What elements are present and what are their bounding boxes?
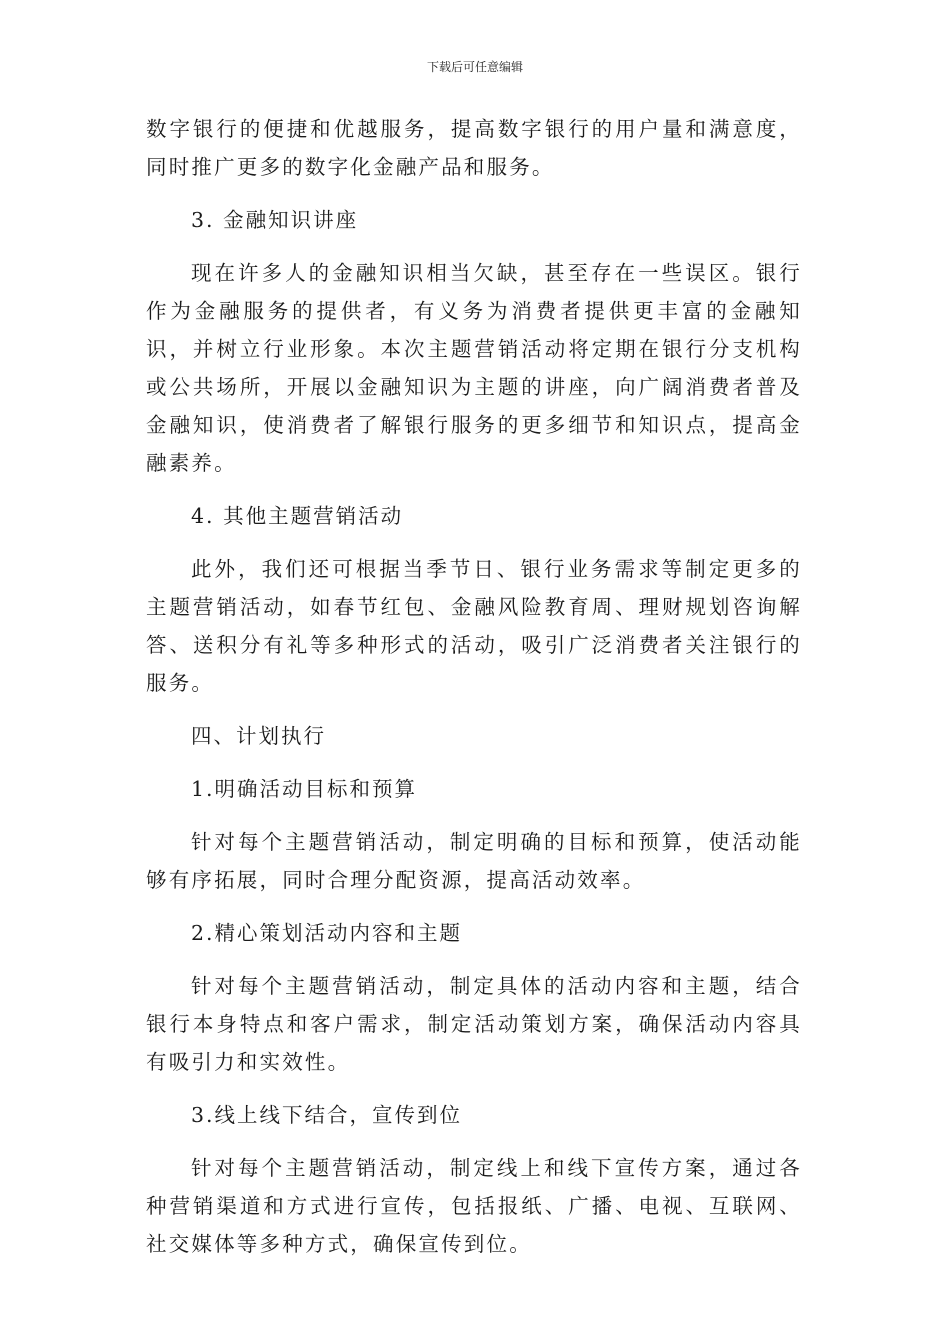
spacer xyxy=(146,186,802,201)
paragraph-digital-bank: 数字银行的便捷和优越服务，提高数字银行的用户量和满意度，同时推广更多的数字化金融产品和服务。 xyxy=(146,117,802,179)
spacer xyxy=(146,808,802,823)
subheading-online-offline: 3.线上线下结合，宣传到位 xyxy=(191,1103,463,1127)
spacer xyxy=(146,482,802,497)
paragraph-goals-budget: 针对每个主题营销活动，制定明确的目标和预算，使活动能够有序拓展，同时合理分配资源，提高活动效率。 xyxy=(146,830,802,892)
spacer xyxy=(146,755,802,770)
spacer xyxy=(146,952,802,967)
spacer xyxy=(146,899,802,914)
spacer xyxy=(146,535,802,550)
paragraph-other-activities: 此外，我们还可根据当季节日、银行业务需求等制定更多的主题营销活动，如春节红包、金融风险教育周、理财规划咨询解答、送积分有礼等多种形式的活动，吸引广泛消费者关注银行的服务。 xyxy=(146,557,802,695)
page-header-note: 下载后可任意编辑 xyxy=(426,60,523,74)
paragraph-finance-lecture: 现在许多人的金融知识相当欠缺，甚至存在一些误区。银行作为金融服务的提供者，有义务为消费者提供更丰富的金融知识，并树立行业形象。本次主题营销活动将定期在银行分支机构或公共场所，开展以金融知识为主题的讲座，向广阔消费者普及金融知识，使消费者了解银行服务的更多细节和知识点，提高金融素养。 xyxy=(146,261,802,475)
document-body xyxy=(146,110,802,1263)
section-title-plan-execution: 四、计划执行 xyxy=(191,724,326,748)
heading-finance-lecture: 3. 金融知识讲座 xyxy=(191,208,359,232)
spacer xyxy=(146,1081,802,1096)
paragraph-content-theme: 针对每个主题营销活动，制定具体的活动内容和主题，结合银行本身特点和客户需求，制定活动策划方案，确保活动内容具有吸引力和实效性。 xyxy=(146,974,802,1074)
subheading-goals-budget: 1.明确活动目标和预算 xyxy=(191,777,418,801)
spacer xyxy=(146,702,802,717)
paragraph-online-offline: 针对每个主题营销活动，制定线上和线下宣传方案，通过各种营销渠道和方式进行宣传，包括报纸、广播、电视、互联网、社交媒体等多种方式，确保宣传到位。 xyxy=(146,1156,802,1256)
spacer xyxy=(146,1134,802,1149)
heading-other-activities: 4. 其他主题营销活动 xyxy=(191,504,404,528)
spacer xyxy=(146,239,802,254)
subheading-content-theme: 2.精心策划活动内容和主题 xyxy=(191,921,463,945)
